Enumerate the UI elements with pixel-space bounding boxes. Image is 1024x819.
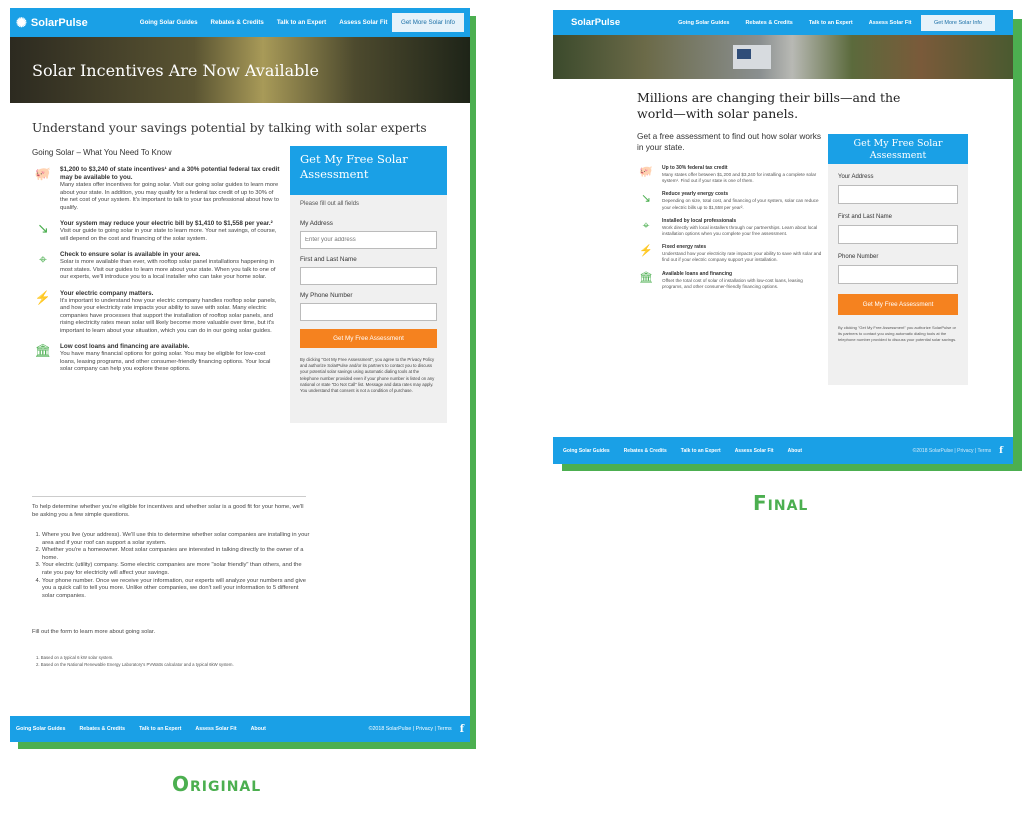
final-assessment-form xyxy=(828,134,968,385)
footer-copyright[interactable]: ©2018 SolarPulse | Privacy | Terms xyxy=(912,447,992,454)
benefit-body: You have many financial options for going solar. You may be eligible for low-cost loans, leasing programs, and other consumer-friendly financing options. Your local solar company can help you explore these options. xyxy=(60,351,271,372)
list-item: 4. Your phone number. Once we receive your information, our experts will analyze your numbers and give you a quick call to tell you more. Unlike other companies, we don't sell your information to 5 different solar companies. xyxy=(42,578,310,601)
footnote: 2. Based on the National Renewable Energy Laboratory's PVWatts calculator and a typical 6kW system. xyxy=(36,662,234,667)
benefit-item xyxy=(32,251,282,282)
benefit-title: Fixed energy rates xyxy=(662,244,707,251)
benefit-item xyxy=(637,191,823,210)
get-assessment-button[interactable]: Get My Free Assessment xyxy=(300,329,437,348)
footer-link[interactable]: Assess Solar Fit xyxy=(734,447,774,454)
final-nav-bar xyxy=(553,10,1013,35)
benefit-body: Many states offer incentives for going solar. Visit our going solar guides to learn more about your state. In addition, you may qualify for a federal tax credit of up to 30% of the net cost of your system. It's important to talk to your tax professional about how to qualify. xyxy=(60,182,279,211)
benefit-body: Many states offer between $1,200 and $3,240 for installing a complete solar system¹. Find out if your state is one of them. xyxy=(662,172,817,184)
list-item: 2. Whether you're a homeowner. Most solar companies are interested in talking directly to the owner of a home. xyxy=(42,547,310,562)
benefit-body: Offset the total cost of solar of installation with low-cost loans, leasing programs, and other consumer-friendly financing options. xyxy=(662,277,803,289)
benefit-item xyxy=(637,165,823,184)
original-page xyxy=(10,8,470,742)
footer-copyright[interactable]: ©2018 SolarPulse | Privacy | Terms xyxy=(368,726,452,732)
trend-down-icon: ↘ xyxy=(640,191,652,206)
sun-icon: ✺ xyxy=(16,14,27,30)
footer-link[interactable]: Assess Solar Fit xyxy=(195,726,237,732)
original-footer xyxy=(10,716,470,742)
benefit-title: Up to 30% federal tax credit xyxy=(662,165,728,171)
benefit-body: Understand how your electricity rate impacts your ability to save with solar and find out if your electric company support your installation. xyxy=(662,251,822,263)
footer-link[interactable]: About xyxy=(250,726,266,732)
final-page xyxy=(553,10,1013,464)
bank-icon: 🏛 xyxy=(639,271,653,284)
footer-link[interactable]: Rebates & Credits xyxy=(79,726,126,732)
nav-link-guides[interactable]: Going Solar Guides xyxy=(678,19,730,26)
benefit-title: Low cost loans and financing are available. xyxy=(60,343,190,350)
nav-link-rebates[interactable]: Rebates & Credits xyxy=(210,19,264,26)
map-pin-icon: ⌖ xyxy=(642,217,650,232)
address-label: Your Address xyxy=(838,174,874,180)
page-headline: Understand your savings potential by talking with solar experts xyxy=(32,121,427,135)
brand-logo[interactable] xyxy=(16,15,88,31)
closing-text: Fill out the form to learn more about going solar. xyxy=(32,629,156,635)
page-subhead: Get a free assessment to find out how solar works in your state. xyxy=(637,131,821,152)
map-pin-icon: ⌖ xyxy=(39,251,47,267)
hero-banner xyxy=(10,37,470,103)
original-nav-bar xyxy=(10,8,470,37)
benefit-item xyxy=(32,166,282,212)
benefit-item xyxy=(32,290,282,336)
final-nav-links xyxy=(678,20,911,26)
benefit-item xyxy=(32,220,282,243)
address-input[interactable] xyxy=(838,185,958,204)
name-label: First and Last Name xyxy=(838,214,893,220)
nav-link-assess[interactable]: Assess Solar Fit xyxy=(868,19,912,26)
original-nav-links xyxy=(140,19,388,26)
nav-link-expert[interactable]: Talk to an Expert xyxy=(276,19,327,26)
list-item: 1. Where you live (your address). We'll use this to determine whether solar companies are installing in your area and if your roof can support a solar system. xyxy=(42,532,310,547)
footer-link[interactable]: About xyxy=(787,447,803,454)
benefit-body: Depending on size, total cost, and financing of your system, solar can reduce your electric bills up to $1,558 per year². xyxy=(662,198,819,210)
benefit-title: $1,200 to $3,240 of state incentives¹ and a 30% potential federal tax credit may be available to you. xyxy=(60,166,280,181)
solar-panel xyxy=(737,49,751,59)
final-caption: Final xyxy=(753,491,809,515)
bank-icon: 🏛 xyxy=(34,343,52,358)
benefit-title: Your system may reduce your electric bill by $1,410 to $1,558 per year.² xyxy=(60,220,273,227)
form-title: Get My Free Solar Assessment xyxy=(290,146,447,195)
form-disclaimer: By clicking "Get My Free Assessment" you authorize SolarPulse or its partners to contact you using automatic dialing tools at the telephone number provided to discuss your potential solar savings. xyxy=(838,325,957,342)
nav-link-rebates[interactable]: Rebates & Credits xyxy=(745,19,793,26)
section-subhead: Going Solar – What You Need To Know xyxy=(32,148,172,157)
questions-intro: To help determine whether you're eligible for incentives and whether solar is a good fit for your home, we'll be asking you a few simple questions. xyxy=(32,504,304,518)
piggy-bank-icon: 🐖 xyxy=(34,166,52,181)
brand-name: SolarPulse xyxy=(30,16,88,29)
page-headline: Millions are changing their bills—and the world—with solar panels. xyxy=(637,90,901,121)
benefit-body: Work directly with local installers through our partnerships. Learn about local installation options when you complete your free assessment. xyxy=(662,224,818,237)
footer-link[interactable]: Talk to an Expert xyxy=(139,726,182,732)
benefit-item xyxy=(637,218,823,237)
brand-logo[interactable] xyxy=(571,17,620,28)
piggy-bank-icon: 🐖 xyxy=(639,166,653,178)
address-label: My Address xyxy=(300,220,333,227)
nav-link-guides[interactable]: Going Solar Guides xyxy=(139,19,198,26)
facebook-icon[interactable]: f xyxy=(999,445,1003,456)
nav-link-assess[interactable]: Assess Solar Fit xyxy=(339,19,388,26)
benefit-item xyxy=(637,271,823,290)
phone-input[interactable] xyxy=(300,303,437,321)
hero-photo xyxy=(553,35,1013,79)
nav-cta-button[interactable]: Get More Solar Info xyxy=(392,13,464,32)
form-title: Get My Free Solar Assessment xyxy=(828,134,968,164)
power-tower-icon: ⚡ xyxy=(34,289,52,305)
benefits-list xyxy=(32,166,282,382)
brand-name: SolarPulse xyxy=(571,17,621,28)
nav-cta-button[interactable]: Get More Solar Info xyxy=(921,15,995,31)
benefit-body: Solar is more available than ever, with rooftop solar panel installations happening in most states. Visit our guides to learn more about your state. When you talk to one of our experts, we'll introduce you to a local installer who can take your home solar. xyxy=(60,259,276,280)
benefits-list xyxy=(637,165,823,297)
name-input[interactable] xyxy=(838,225,958,244)
questions-list xyxy=(42,532,310,600)
phone-input[interactable] xyxy=(838,265,958,284)
benefit-title: Installed by local professionals xyxy=(662,217,737,224)
phone-label: My Phone Number xyxy=(300,292,353,299)
list-item: 3. Your electric (utility) company. Some electric companies are more "solar friendly" than others, and the rate you pay for electricity will affect your savings. xyxy=(42,562,310,577)
footer-link[interactable]: Going Solar Guides xyxy=(563,447,610,454)
form-disclaimer: By clicking "Get My Free Assessment", you agree to the Privacy Policy and authorize SolarPulse and/or its partners to contact you to discuss your potential solar savings using automatic dialing tools at the telephone number provided even if your phone number is listed on any national or state "Do Not Call" list. Message and data rates may apply. You understand that consent is not a condition of purchase. xyxy=(300,357,435,394)
address-input[interactable] xyxy=(300,231,437,249)
benefit-title: Your electric company matters. xyxy=(60,289,154,297)
original-assessment-form xyxy=(290,146,447,423)
benefit-title: Available loans and financing xyxy=(662,270,733,277)
name-input[interactable] xyxy=(300,267,437,285)
trend-down-icon: ↘ xyxy=(37,220,49,236)
benefit-body: It's important to understand how your electric company handles rooftop solar panels, and how your electricity rate impacts your ability to save with solar. Many electric companies have processes that support the installation of rooftop solar panels, and rising electricity rates mean solar will likely become more valuable over time, but it's important to learn about your situation, which you can do in our going solar guides. xyxy=(60,297,277,334)
benefit-item xyxy=(637,244,823,263)
facebook-icon[interactable]: f xyxy=(459,723,464,735)
hero-title: Solar Incentives Are Now Available xyxy=(32,61,319,80)
divider xyxy=(32,496,306,497)
power-tower-icon: ⚡ xyxy=(639,245,653,258)
final-footer xyxy=(553,437,1013,464)
footnote: 1. Based on a typical 6 kW solar system. xyxy=(36,655,114,660)
footer-link[interactable]: Talk to an Expert xyxy=(680,447,721,454)
nav-link-expert[interactable]: Talk to an Expert xyxy=(808,19,853,26)
original-caption: Original xyxy=(172,772,262,796)
form-note: Please fill out all fields xyxy=(300,201,360,207)
benefit-title: Check to ensure solar is available in your area. xyxy=(60,251,201,258)
footer-link[interactable]: Rebates & Credits xyxy=(623,447,667,454)
benefit-item xyxy=(32,343,282,374)
phone-label: Phone Number xyxy=(838,254,879,260)
footer-link[interactable]: Going Solar Guides xyxy=(16,726,66,732)
benefit-title: Reduce yearly energy costs xyxy=(662,191,729,198)
benefit-body: Visit our guide to going solar in your state to learn more. Your net savings, of course, will depend on the cost and financing of the solar system. xyxy=(60,228,277,242)
get-assessment-button[interactable]: Get My Free Assessment xyxy=(838,294,958,315)
name-label: First and Last Name xyxy=(300,256,357,263)
